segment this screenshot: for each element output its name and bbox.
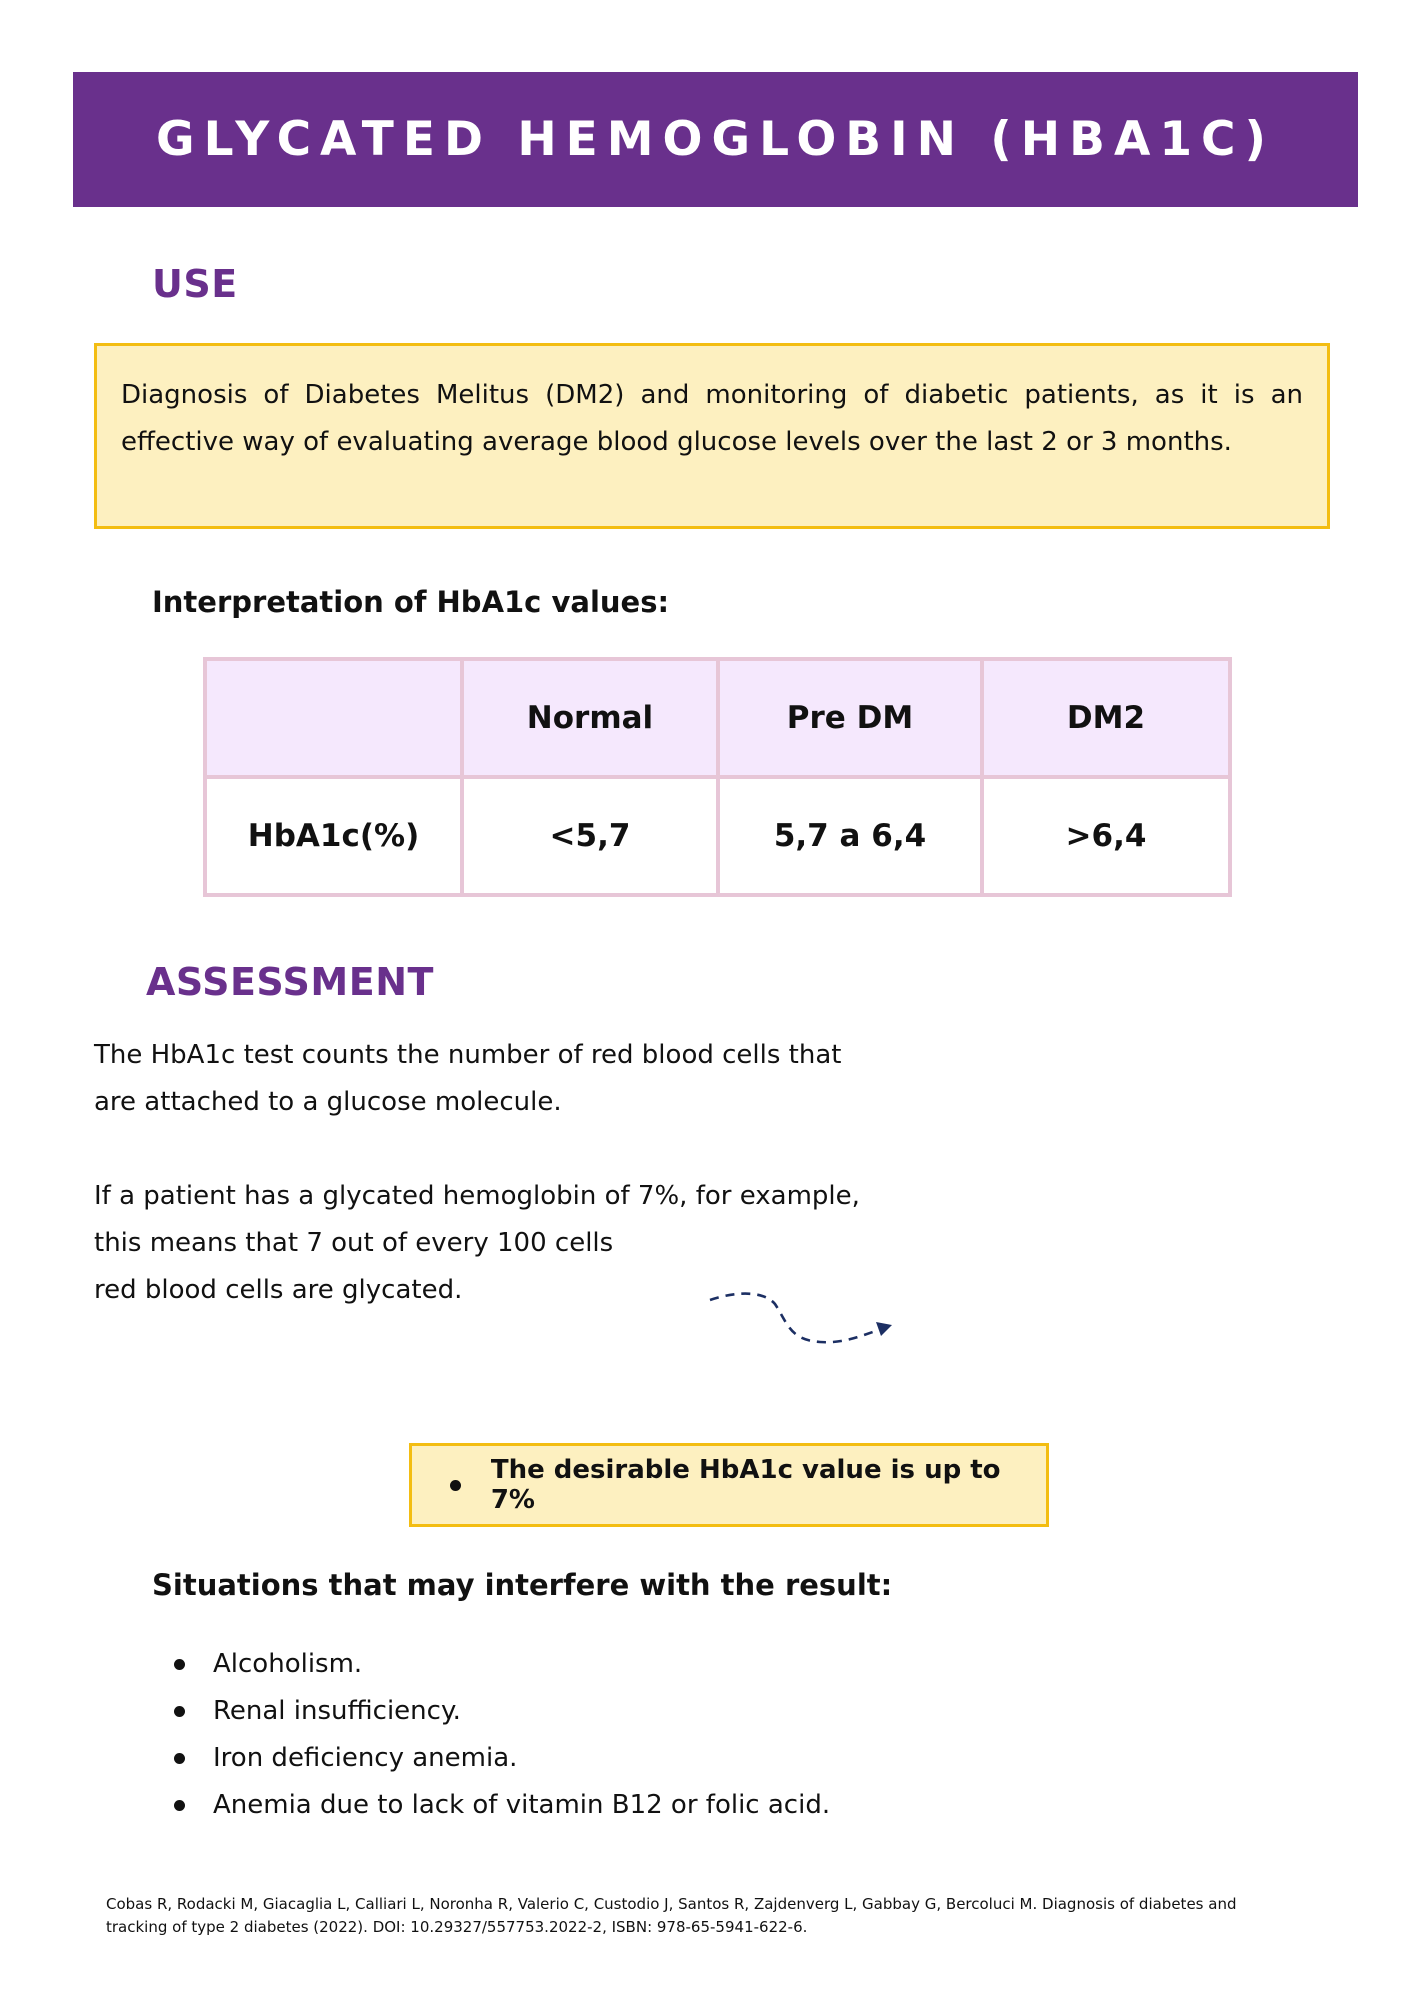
pre-dm-value-cell: 5,7 a 6,4 (718, 777, 982, 895)
header-cell-dm2: DM2 (982, 659, 1230, 777)
interpretation-heading: Interpretation of HbA1c values: (152, 585, 670, 619)
title-banner (73, 72, 1358, 207)
reference-line: Cobas R, Rodacki M, Giacaglia L, Calliari L, Noronha R, Valerio C, Custodio J, Santos R, Zajdenverg L, Gabbay G, Bercoluci M. Diagnosis of diabetes and (106, 1895, 1237, 1913)
situations-heading: Situations that may interfere with the result: (152, 1568, 893, 1602)
bullet-dot-icon (174, 1706, 185, 1717)
situations-list (170, 1641, 830, 1829)
desirable-value-box (409, 1443, 1049, 1527)
row-label-cell: HbA1c(%) (205, 777, 462, 895)
table-header-row (205, 659, 1230, 777)
dm2-value-cell: >6,4 (982, 777, 1230, 895)
list-item: Anemia due to lack of vitamin B12 or folic acid. (170, 1782, 830, 1829)
assessment-heading: ASSESSMENT (146, 960, 434, 1004)
header-cell-normal: Normal (462, 659, 718, 777)
reference-line: tracking of type 2 diabetes (2022). DOI: 10.29327/557753.2022-2, ISBN: 978-65-5941-622-6. (106, 1918, 808, 1936)
table-row (205, 777, 1230, 895)
assessment-line: If a patient has a glycated hemoglobin of 7%, for example, (94, 1181, 860, 1211)
header-cell-empty (205, 659, 462, 777)
interpretation-table (203, 657, 1232, 897)
normal-value-cell: <5,7 (462, 777, 718, 895)
bullet-dot-icon (174, 1659, 185, 1670)
use-description-box (94, 343, 1330, 529)
desirable-value-text: The desirable HbA1c value is up to 7% (490, 1455, 1001, 1515)
bullet-dot-icon (174, 1753, 185, 1764)
assessment-line: are attached to a glucose molecule. (94, 1087, 562, 1117)
bullet-dot-icon (450, 1480, 461, 1491)
header-cell-pre-dm: Pre DM (718, 659, 982, 777)
use-heading: USE (152, 262, 238, 306)
use-description: Diagnosis of Diabetes Melitus (DM2) and monitoring of diabetic patients, as it is an effective way of evaluating average blood glucose levels over the last 2 or 3 months. (121, 380, 1303, 457)
list-item: Iron deficiency anemia. (170, 1735, 830, 1782)
assessment-line: The HbA1c test counts the number of red blood cells that (94, 1040, 842, 1070)
assessment-line: this means that 7 out of every 100 cells (94, 1228, 614, 1258)
list-item: Renal insufficiency. (170, 1688, 830, 1735)
dashed-curved-arrow-icon (700, 1272, 900, 1352)
bullet-dot-icon (174, 1800, 185, 1811)
page-title: GLYCATED HEMOGLOBIN (HBA1C) (156, 112, 1275, 167)
list-item: Alcoholism. (170, 1641, 830, 1688)
assessment-line: red blood cells are glycated. (94, 1275, 463, 1305)
assessment-paragraph-1 (94, 1032, 841, 1126)
reference-citation (106, 1893, 1356, 1939)
